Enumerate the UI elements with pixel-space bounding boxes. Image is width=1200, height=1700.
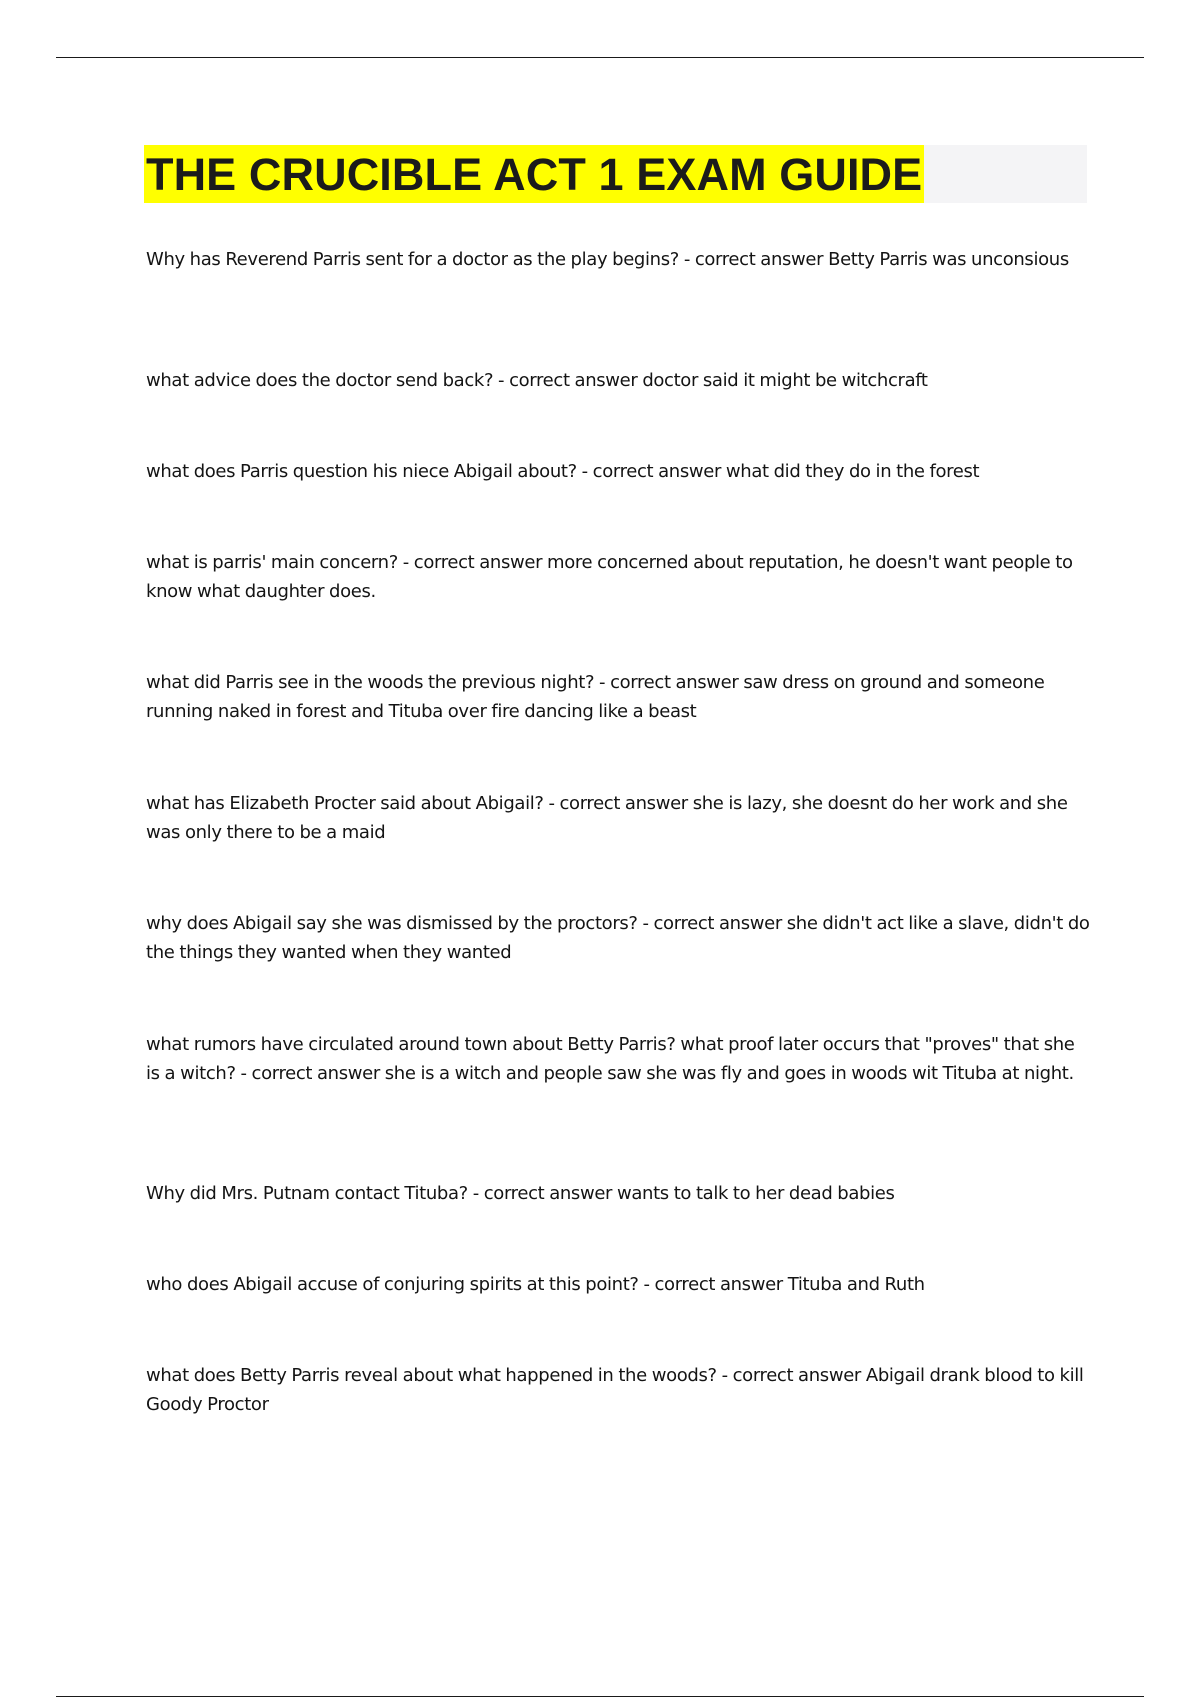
- qa-question: what advice does the doctor send back? - correct answer: [146, 370, 638, 391]
- qa-answer: she is lazy, she doesnt do her work and she was only there to be a maid: [146, 793, 1068, 843]
- qa-question: who does Abigail accuse of conjuring spirits at this point? - correct answer: [146, 1274, 783, 1295]
- qa-item-3: [146, 457, 1091, 486]
- qa-question: what did Parris see in the woods the previous night? - correct answer: [146, 672, 739, 693]
- qa-question: what does Betty Parris reveal about what happened in the woods? - correct answer: [146, 1365, 861, 1386]
- qa-question: what does Parris question his niece Abigail about? - correct answer: [146, 461, 722, 482]
- qa-answer: more concerned about reputation, he doesn't want people to know what daughter does.: [146, 552, 1073, 602]
- header-rule: [56, 57, 1144, 58]
- qa-item-6: [146, 789, 1091, 847]
- qa-question: why does Abigail say she was dismissed by the proctors? - correct answer: [146, 913, 782, 934]
- qa-question: what has Elizabeth Procter said about Abigail? - correct answer: [146, 793, 688, 814]
- qa-question: Why did Mrs. Putnam contact Tituba? - correct answer: [146, 1183, 613, 1204]
- qa-answer: wants to talk to her dead babies: [616, 1183, 895, 1204]
- footer-rule: [56, 1696, 1144, 1697]
- qa-item-7: [146, 909, 1091, 967]
- qa-answer: Tituba and Ruth: [787, 1274, 925, 1295]
- qa-item-9: [146, 1179, 1091, 1208]
- qa-answer: Abigail drank blood to kill Goody Proctor: [146, 1365, 1084, 1415]
- qa-item-8: [146, 1030, 1091, 1088]
- qa-answer: what did they do in the forest: [725, 461, 980, 482]
- qa-question: what is parris' main concern? - correct answer: [146, 552, 543, 573]
- qa-item-4: [146, 548, 1091, 606]
- qa-answer: she is a witch and people saw she was fly and goes in woods wit Tituba at night.: [384, 1063, 1074, 1084]
- qa-answer: she didn't act like a slave, didn't do the things they wanted when they wanted: [146, 913, 1090, 963]
- title-banner: [144, 145, 1087, 203]
- qa-item-11: [146, 1361, 1091, 1419]
- qa-item-10: [146, 1270, 1091, 1299]
- qa-answer: doctor said it might be witchcraft: [642, 370, 928, 391]
- qa-answer: saw dress on ground and someone running naked in forest and Tituba over fire dancing like a beast: [146, 672, 1045, 722]
- page-title: THE CRUCIBLE ACT 1 EXAM GUIDE: [144, 145, 924, 203]
- qa-item-1: [146, 245, 1091, 274]
- qa-answer: Betty Parris was unconsious: [828, 249, 1069, 270]
- qa-item-2: [146, 366, 1091, 395]
- qa-question: Why has Reverend Parris sent for a doctor as the play begins? - correct answer: [146, 249, 824, 270]
- qa-item-5: [146, 668, 1091, 726]
- qa-question: what rumors have circulated around town about Betty Parris? what proof later occurs that "proves" that she is a witch? - correct answer: [146, 1034, 1075, 1084]
